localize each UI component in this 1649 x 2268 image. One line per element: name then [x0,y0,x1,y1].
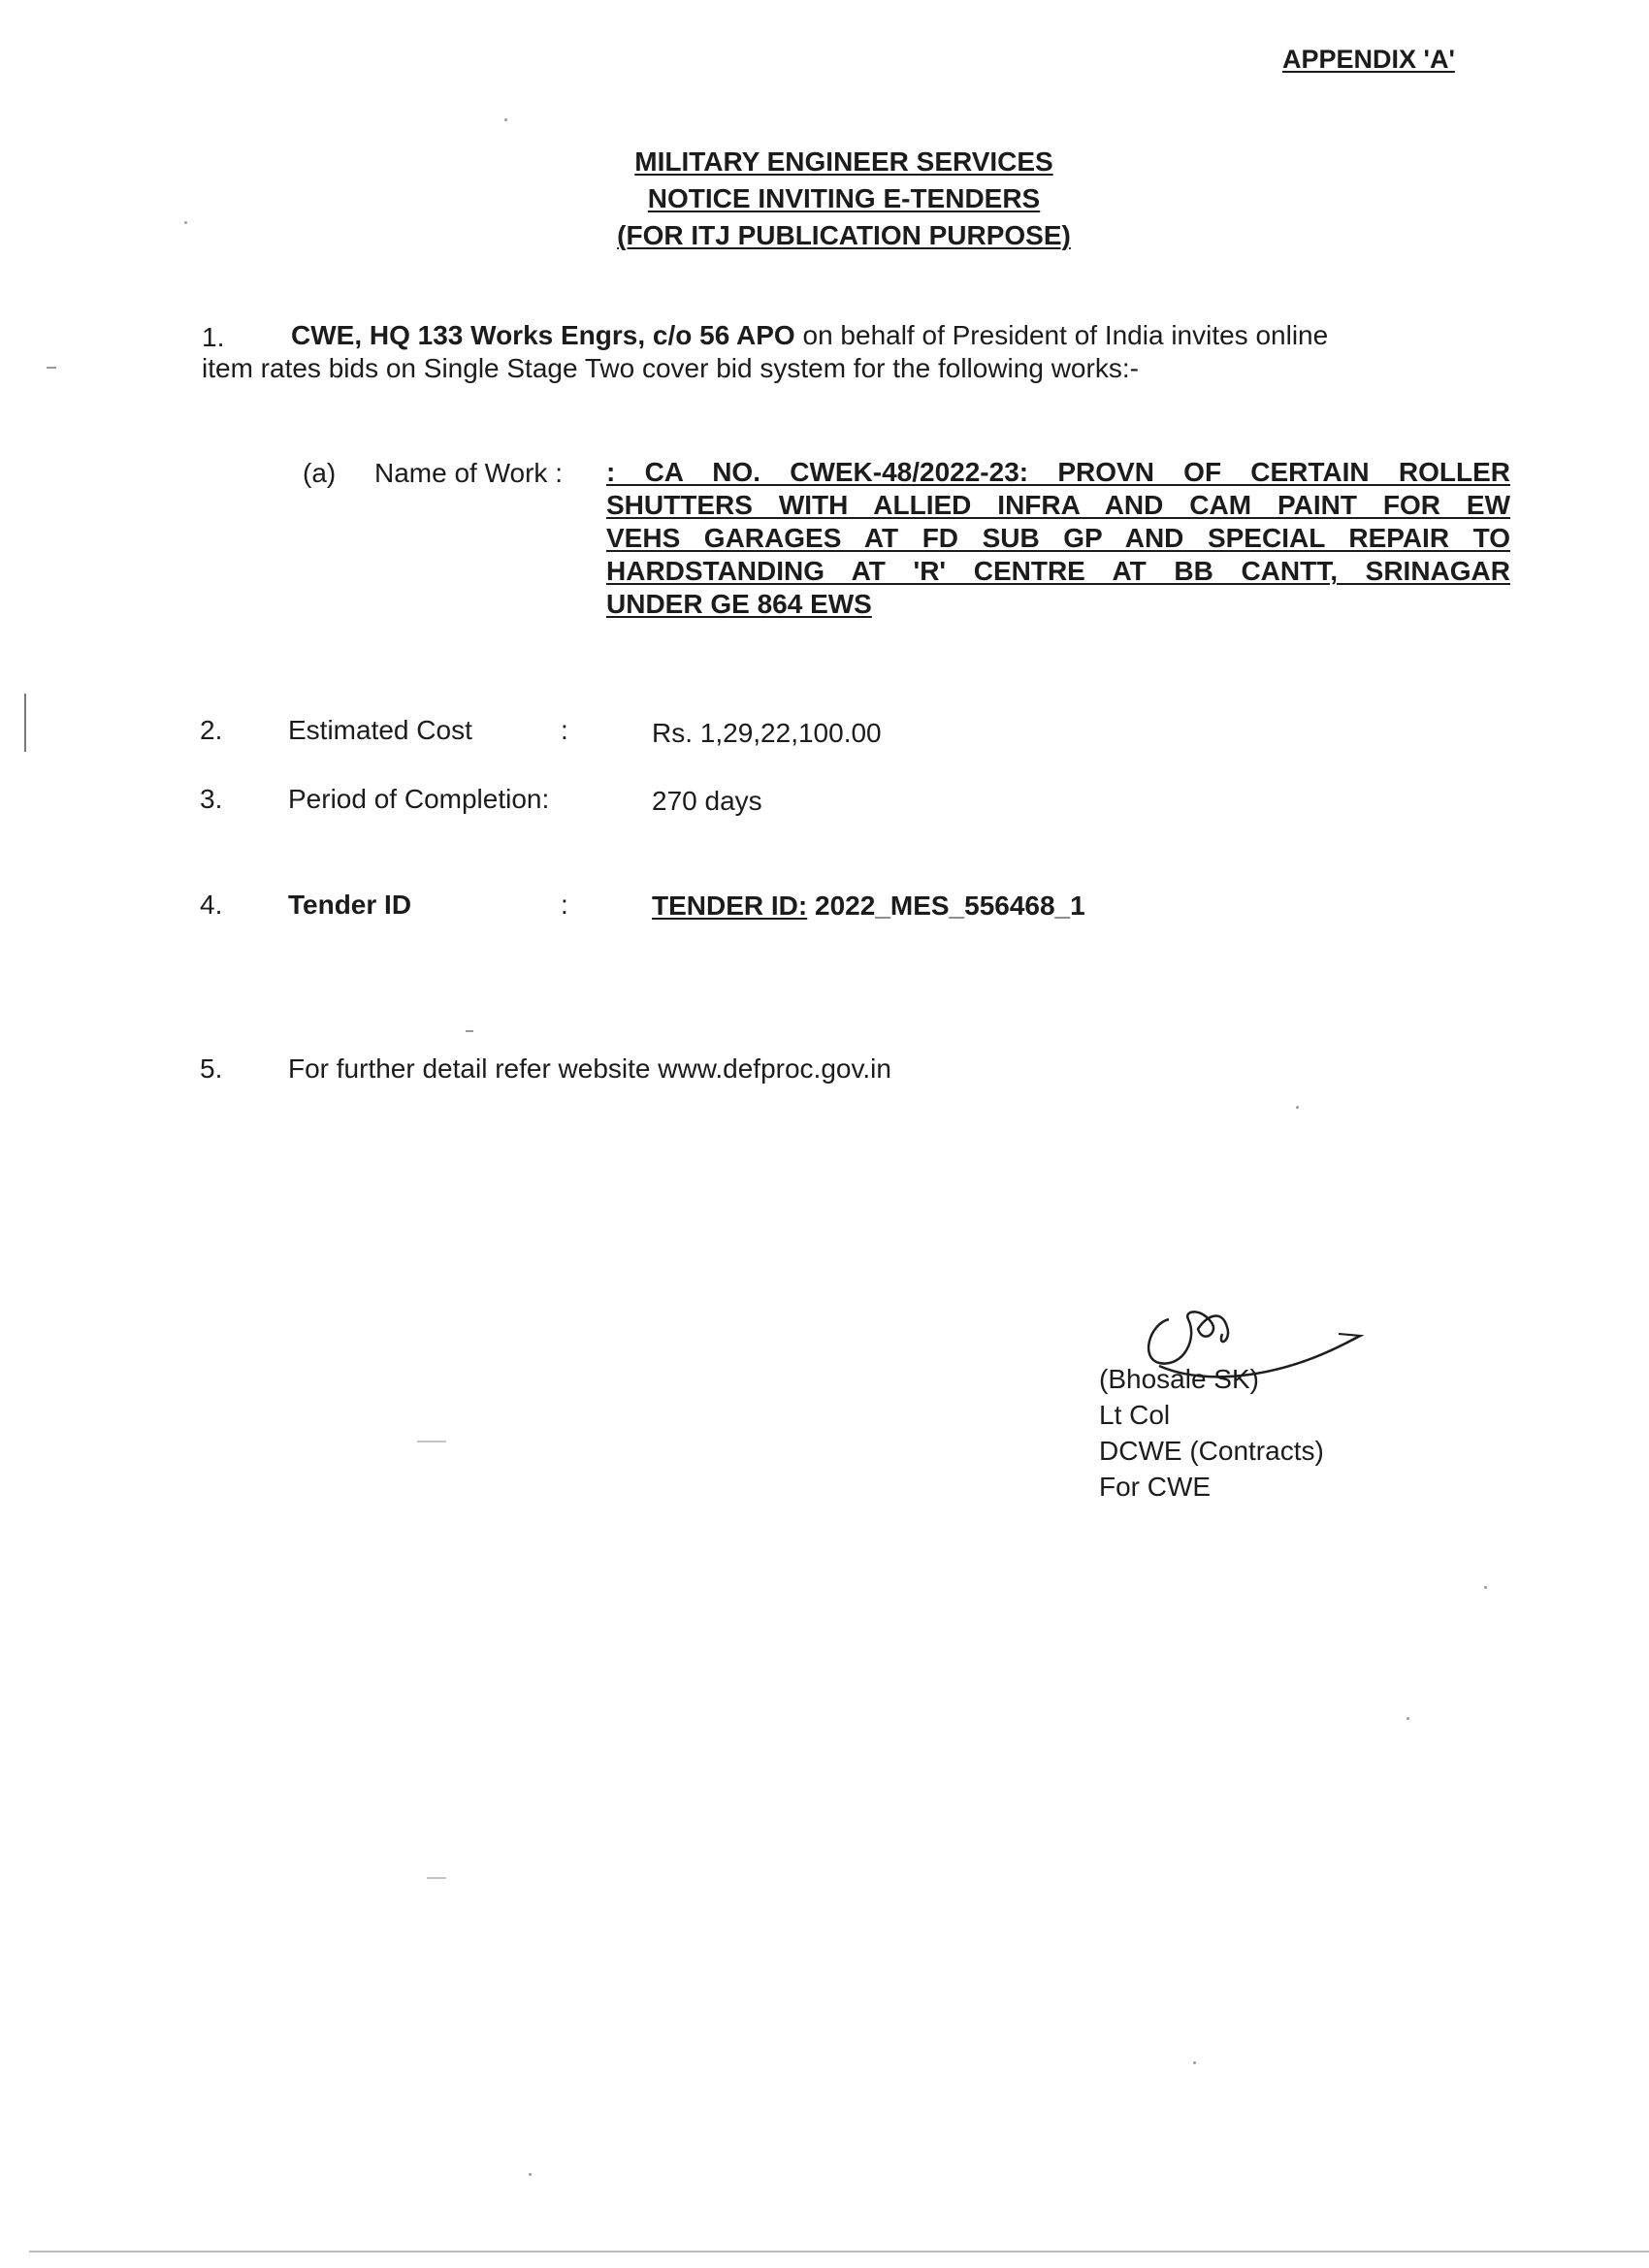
signatory-for: For CWE [1099,1472,1212,1502]
para-5-number: 5. [200,1053,223,1084]
scan-speck [1296,1106,1299,1109]
estimated-cost-colon: : [561,715,568,745]
signatory-name: (Bhosale SK) [1099,1364,1259,1394]
tender-id-number: 2022_MES_556468_1 [807,891,1085,921]
scan-mark [24,694,26,752]
work-line-4: HARDSTANDING AT 'R' CENTRE AT BB CANTT, SRINAGAR [606,556,1510,586]
scan-speck [417,1441,446,1442]
para-1-number: 1. [202,322,225,352]
tender-id-prefix: TENDER ID: [652,891,808,921]
heading-line-1: MILITARY ENGINEER SERVICES [634,146,1053,177]
scan-bottom-edge [29,2251,1649,2252]
signatory-rank: Lt Col [1099,1400,1171,1430]
row-2-number: 2. [200,715,223,745]
work-name-label: Name of Work : [374,458,563,488]
estimated-cost-label: Estimated Cost [288,715,472,745]
work-line-1: : CA NO. CWEK-48/2022-23: PROVN OF CERTAIN ROLLER [606,457,1510,487]
row-4-number: 4. [200,890,223,920]
scan-speck [504,118,507,121]
appendix-label: APPENDIX 'A' [1282,45,1455,74]
work-line-2: SHUTTERS WITH ALLIED INFRA AND CAM PAINT FOR EW [606,490,1510,520]
row-3-number: 3. [200,784,223,814]
period-value: 270 days [652,786,762,816]
tender-id-label: Tender ID [288,890,412,920]
work-name-text [606,456,1510,621]
work-line-3: VEHS GARAGES AT FD SUB GP AND SPECIAL REPAIR TO [606,523,1510,553]
work-item-marker: (a) [303,458,337,488]
scan-speck [1193,2061,1196,2064]
para-1-text-1: on behalf of President of India invites online [794,320,1329,350]
para-1-line-2: item rates bids on Single Stage Two cover bid system for the following works:- [202,353,1139,383]
scan-speck [1406,1717,1409,1720]
scan-speck [47,367,56,369]
scan-speck [1484,1586,1487,1589]
tender-id-colon: : [561,890,568,920]
notice-heading [543,144,1145,254]
estimated-cost-value: Rs. 1,29,22,100.00 [652,718,882,748]
signature-block [1099,1361,1324,1505]
period-label: Period of Completion: [288,784,550,814]
work-line-5: UNDER GE 864 EWS [606,589,872,619]
scan-speck [427,1877,446,1879]
para-1-line-1 [291,320,1328,351]
para-5-text: For further detail refer website www.defproc.gov.in [288,1053,891,1084]
signatory-designation: DCWE (Contracts) [1099,1436,1324,1466]
scan-speck [184,221,187,224]
tender-id-value [652,891,1085,922]
para-1-bold-lead: CWE, HQ 133 Works Engrs, c/o 56 APO [291,320,795,350]
scan-speck [529,2173,532,2176]
heading-line-3: (FOR ITJ PUBLICATION PURPOSE) [617,220,1071,250]
heading-line-2: NOTICE INVITING E-TENDERS [647,183,1041,213]
scan-speck [466,1030,473,1032]
